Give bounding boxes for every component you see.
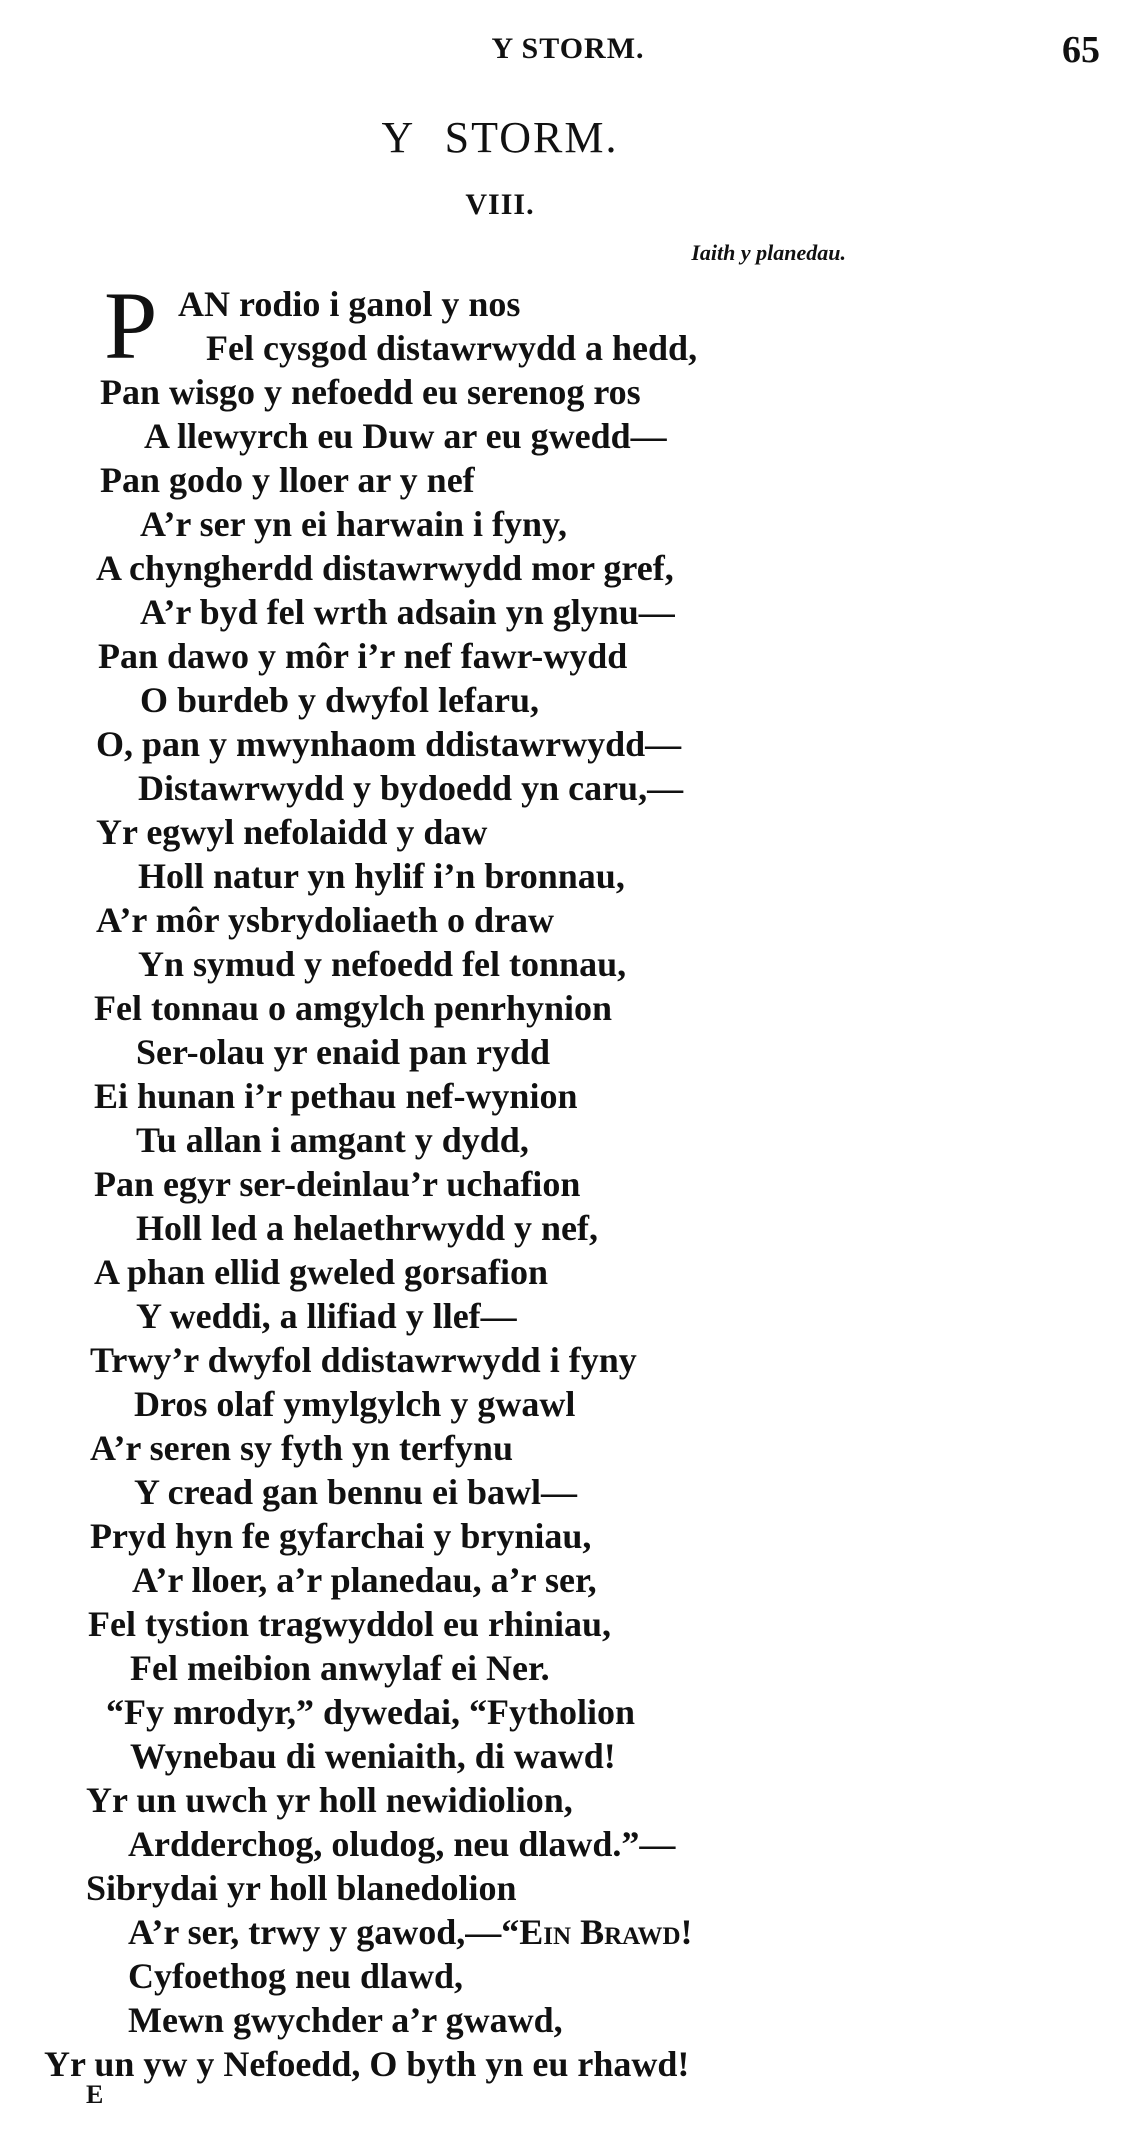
poem-line-1: AN rodio i ganol y nos [178,284,521,324]
poem-line: Distawrwydd y bydoedd yn caru,— [138,768,684,808]
poem-line: Pan godo y lloer ar y nef [100,460,475,500]
drop-cap: P [104,272,158,379]
poem-line: Ardderchog, oludog, neu dlawd.”— [128,1824,676,1864]
poem-line-smallcaps: Ein Brawd! [519,1912,693,1952]
signature-mark: E [86,2080,104,2109]
poem-line: O burdeb y dwyfol lefaru, [140,680,540,720]
poem-line: Y weddi, a llifiad y llef— [136,1296,517,1336]
poem-line: Fel tonnau o amgylch penrhynion [94,988,613,1028]
poem-line-text: A’r ser, trwy y gawod,—“ [128,1912,520,1952]
poem-line: Pan wisgo y nefoedd eu serenog ros [100,372,641,412]
poem-line: A’r môr ysbrydoliaeth o draw [96,900,554,940]
epigraph: Iaith y planedau. [691,240,846,265]
running-head: Y STORM. [491,32,645,65]
poem-line: Cyfoethog neu dlawd, [128,1956,464,1996]
poem-title: Y STORM. [381,113,619,162]
section-numeral: VIII. [465,188,535,221]
poem-line: Sibrydai yr holl blanedolion [86,1868,517,1908]
poem-line: O, pan y mwynhaom ddistawrwydd— [96,724,682,764]
poem-line: Ei hunan i’r pethau nef-wynion [94,1076,578,1116]
poem-line: Fel cysgod distawrwydd a hedd, [206,328,698,368]
poem-line: A’r seren sy fyth yn terfynu [90,1428,513,1468]
poem-line: Pan dawo y môr i’r nef fawr-wydd [98,636,628,676]
poem-line: Wynebau di weniaith, di wawd! [130,1736,616,1776]
page-number: 65 [1062,29,1100,71]
poem-line: Yr egwyl nefolaidd y daw [96,812,488,852]
poem-line: Holl led a helaethrwydd y nef, [136,1208,599,1248]
poem-line: Mewn gwychder a’r gwawd, [128,2000,563,2040]
poem-line: Yr un yw y Nefoedd, O byth yn eu rhawd! [44,2044,690,2084]
poem-line [128,1910,692,1954]
poem-line: Fel meibion anwylaf ei Ner. [130,1648,550,1688]
poem-line: Tu allan i amgant y dydd, [136,1120,529,1160]
poem-line: A’r lloer, a’r planedau, a’r ser, [132,1560,597,1600]
poem-line: Yn symud y nefoedd fel tonnau, [138,944,627,984]
poem-line: Y cread gan bennu ei bawl— [134,1472,578,1512]
poem-line: A llewyrch eu Duw ar eu gwedd— [144,416,667,456]
poem-line: Pryd hyn fe gyfarchai y bryniau, [90,1516,592,1556]
poem-line: Fel tystion tragwyddol eu rhiniau, [88,1604,612,1644]
poem-line: A phan ellid gweled gorsafion [94,1252,549,1292]
poem-line: Trwy’r dwyfol ddistawrwydd i fyny [90,1340,637,1380]
poem-line: Ser-olau yr enaid pan rydd [136,1032,551,1072]
poem-line: Holl natur yn hylif i’n bronnau, [138,856,625,896]
poem-line: A’r ser yn ei harwain i fyny, [140,504,568,544]
poem-line: A’r byd fel wrth adsain yn glynu— [140,592,675,632]
poem-line: Pan egyr ser-deinlau’r uchafion [94,1164,581,1204]
poem-line: Yr un uwch yr holl newidiolion, [86,1780,573,1820]
poem-line: Dros olaf ymylgylch y gwawl [134,1384,576,1424]
poem-line: “Fy mrodyr,” dywedai, “Fytholion [106,1692,636,1732]
poem-line: A chyngherdd distawrwydd mor gref, [96,548,674,588]
